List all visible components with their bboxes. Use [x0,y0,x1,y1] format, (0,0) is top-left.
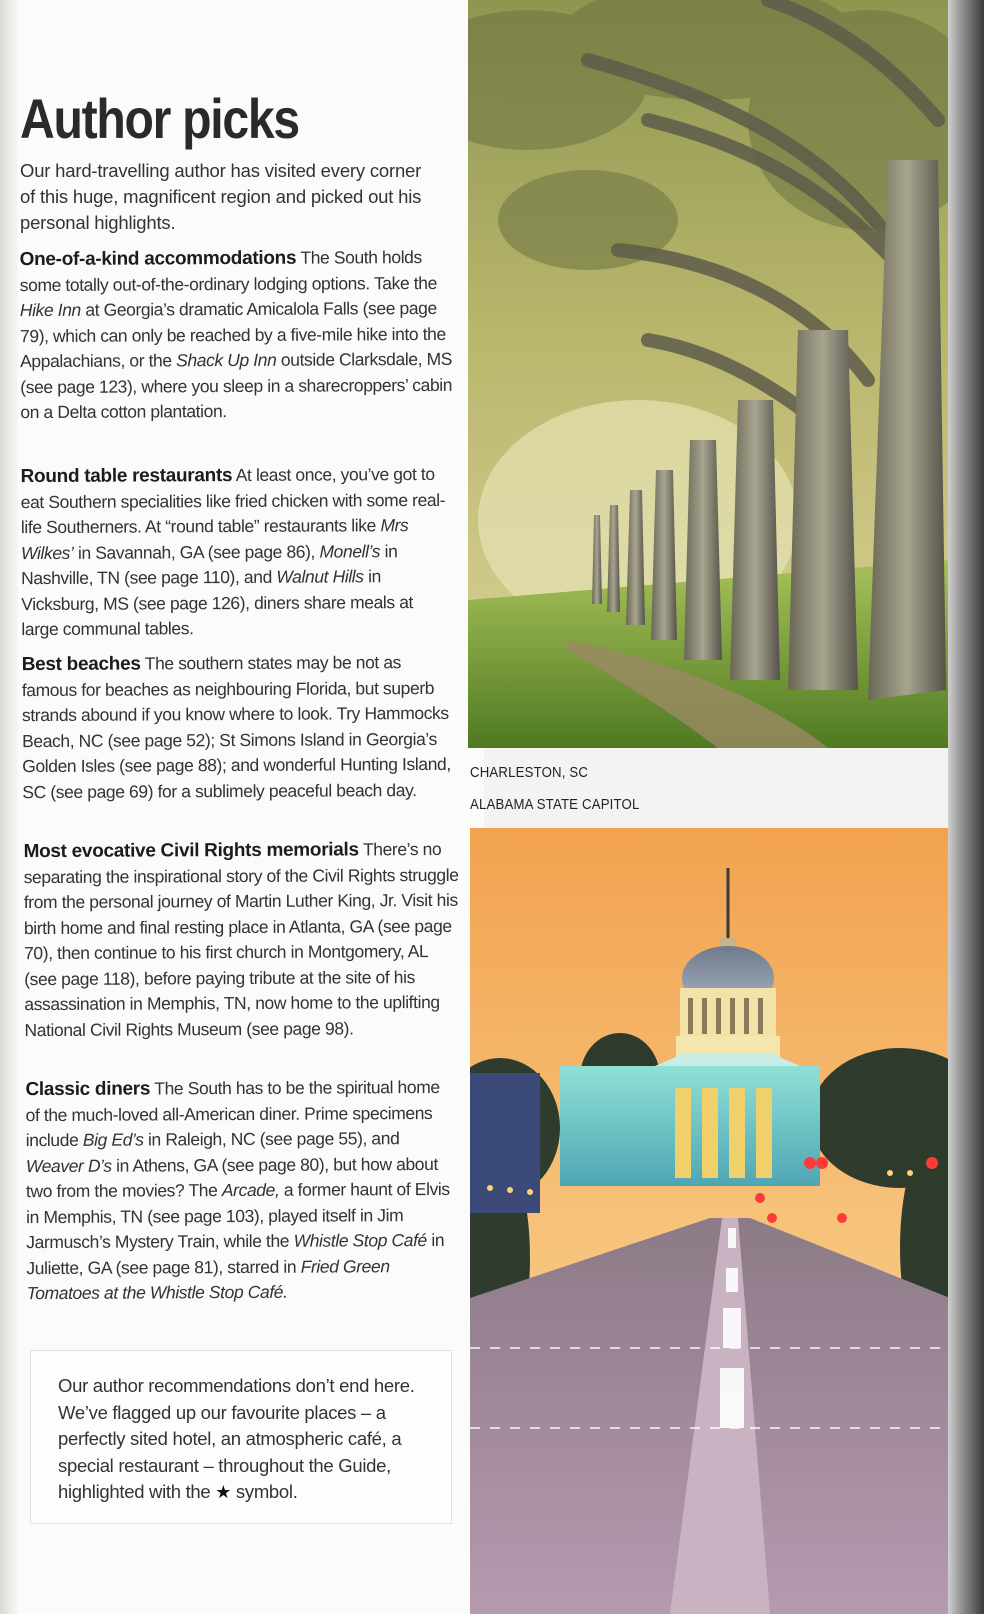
pick-text: The South holds some totally out-of-the-ordinary lodging options. Take the [19,247,437,295]
pick-text: in Athens, GA (see page 80), but how about two from the movies? The [25,1153,438,1202]
pick-title: Most evocative Civil Rights memorials [23,839,359,863]
pick-restaurants [21,462,454,643]
page-title: Author picks [20,87,299,150]
pick-civil-rights [23,837,464,1043]
caption-alabama-capitol: ALABAMA STATE CAPITOL [470,796,640,813]
pick-text: At least once, you’ve got to eat Southern specialities like fried chicken with some real-life Southerners. At “round table” restaurants like [20,463,446,538]
pick-text: a former haunt of Elvis in Memphis, TN (see page 103), played itself in Jim Jarmusch’s Mystery Train, while the [26,1178,450,1253]
pick-italic: Fried Green Tomatoes at the Whistle Stop Café. [26,1255,390,1304]
pick-diners [25,1075,458,1307]
previous-page-edge [0,0,19,1614]
pick-italic: Mrs Wilkes’ [20,515,409,563]
pick-title: Classic diners [25,1078,151,1101]
pick-text: There’s no separating the inspirational story of the Civil Rights struggle from the personal journey of Martin Luther King, Jr. Visit his birth home and final resting place in Atlanta, GA (see page 70), then continue to his first church in Montgomery, AL (see page 118), before paying tribute at the site of his assassination in Memphis, TN, now home to the uplifting National Civil Rights Museum (see page 98). [23,838,459,1040]
alabama-capitol-photo [470,828,950,1614]
pick-italic: Monell’s [319,540,381,562]
author-note-text [58,1373,438,1506]
caption-charleston: CHARLESTON, SC [470,764,589,781]
pick-title: Best beaches [21,653,141,676]
pick-italic: Weaver D’s [25,1155,112,1176]
pick-title: One-of-a-kind accommodations [19,247,297,271]
book-spine-shadow [948,0,984,1614]
pick-beaches [22,650,455,805]
pick-text: in Vicksburg, MS (see page 126), diners share meals at large communal tables. [21,566,414,640]
pick-italic: Walnut Hills [276,566,364,587]
pick-text: at Georgia’s dramatic Amicalola Falls (see page 79), which can only be reached by a five-mile hike into the Appalachians, or the [19,297,446,372]
pick-italic: Arcade, [221,1179,280,1201]
charleston-oak-avenue-photo [468,0,948,748]
pick-italic: Hike Inn [19,299,81,321]
pick-text: The southern states may be not as famous for beaches as neighbouring Florida, but superb strands abound if you know where to look. Try Hammocks Beach, NC (see page 52); St Simons Island in Georgia’s Golden Isles (see page 88); and wonderful Hunting Island, SC (see page 69) for a sublimely peaceful beach day. [21,652,451,802]
pick-title: Round table restaurants [20,465,233,488]
capitol-illustration [470,828,950,1614]
pick-text: outside Clarksdale, MS (see page 123), where you sleep in a sharecroppers’ cabin on a Delta cotton plantation. [20,348,453,423]
oak-avenue-illustration [468,0,948,748]
author-note-box [30,1350,452,1524]
note-text-before: Our author recommendations don’t end here. We’ve flagged up our favourite places – a perfectly sited hotel, an atmospheric café, a special restaurant – throughout the Guide, highlighted with the [58,1375,415,1502]
pick-italic: Big Ed’s [82,1129,144,1150]
pick-italic: Shack Up Inn [176,349,277,371]
pick-italic: Whistle Stop Café [293,1230,427,1251]
pick-text: in Savannah, GA (see page 86), [73,541,320,563]
star-icon: ★ [215,1482,232,1502]
pick-text: in Nashville, TN (see page 110), and [21,540,398,589]
intro-paragraph: Our hard-travelling author has visited every corner of this huge, magnificent region and picked out his personal highlights. [20,160,422,233]
pick-text: in Raleigh, NC (see page 55), and [143,1128,400,1150]
pick-text: The South has to be the spiritual home of the much-loved all-American diner. Prime specimens include [25,1076,440,1151]
pick-accommodations [20,245,453,426]
note-text-after: symbol. [231,1481,298,1502]
pick-text: in Juliette, GA (see page 81), starred in [26,1229,445,1278]
